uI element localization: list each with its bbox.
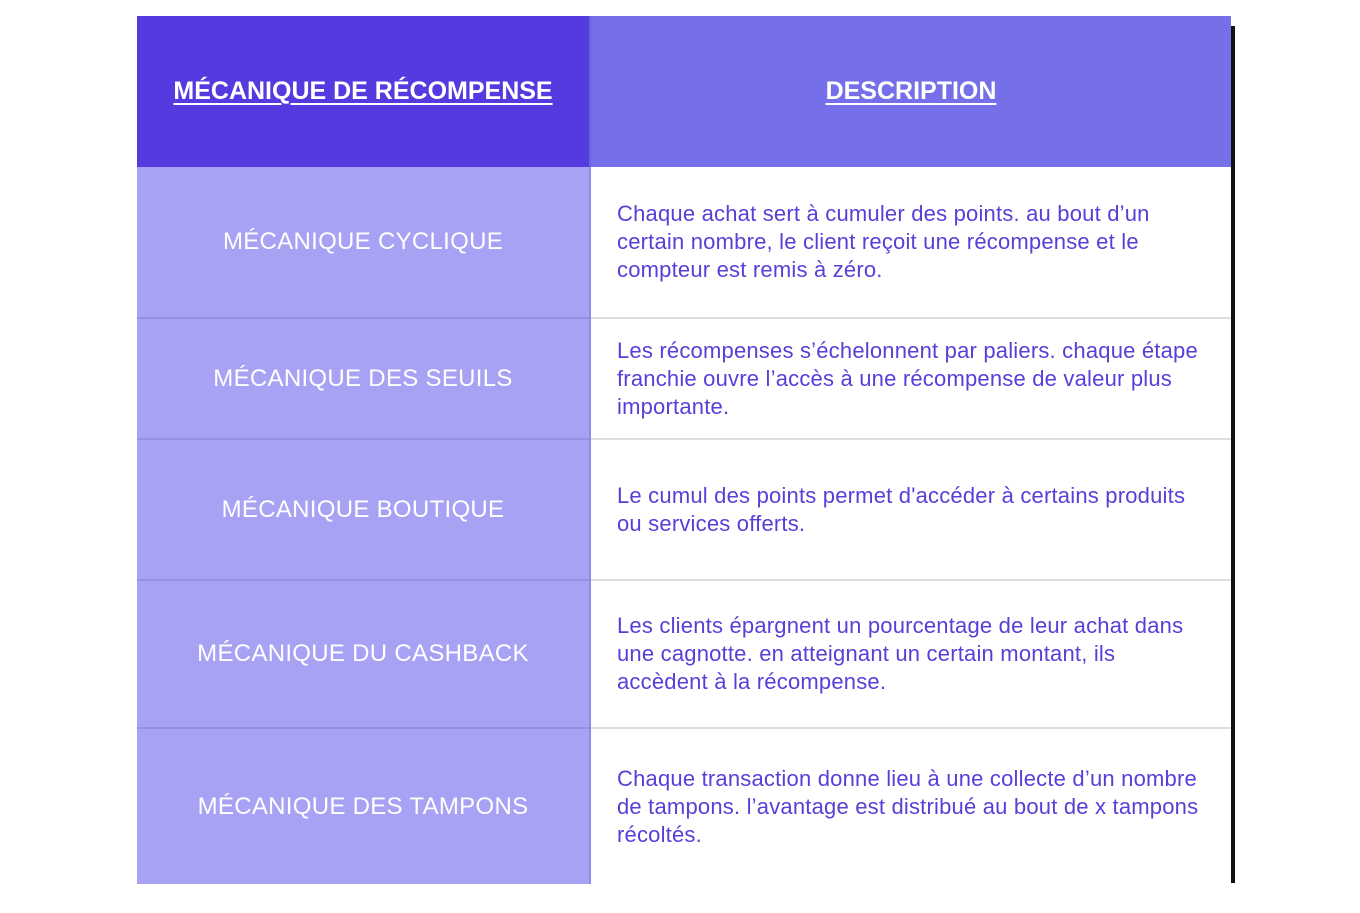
mechanic-cell: MÉCANIQUE CYCLIQUE [137,167,590,318]
header-mechanic [137,16,590,167]
description-cell: Les clients épargnent un pourcentage de leur achat dans une cagnotte. en atteignant un certain montant, ils accèdent à la récompense. [590,580,1231,728]
header-description [590,16,1231,167]
table-row [137,580,1231,728]
mechanic-cell: MÉCANIQUE DES SEUILS [137,318,590,439]
header-mechanic-label: MÉCANIQUE DE RÉCOMPENSE [173,77,553,105]
table-shadow-edge [1231,26,1235,883]
table-row [137,318,1231,439]
reward-mechanics-table [137,16,1231,883]
mechanic-cell: MÉCANIQUE DU CASHBACK [137,580,590,728]
mechanic-cell: MÉCANIQUE BOUTIQUE [137,439,590,580]
description-cell: Les récompenses s’échelonnent par paliers. chaque étape franchie ouvre l’accès à une récompense de valeur plus importante. [590,318,1231,439]
mechanic-cell: MÉCANIQUE DES TAMPONS [137,728,590,884]
header-description-label: DESCRIPTION [825,77,997,105]
description-cell: Chaque achat sert à cumuler des points. au bout d’un certain nombre, le client reçoit une récompense et le compteur est remis à zéro. [590,167,1231,318]
table-header-row [137,16,1231,167]
description-cell: Chaque transaction donne lieu à une collecte d’un nombre de tampons. l’avantage est distribué au bout de x tampons récoltés. [590,728,1231,884]
table-row [137,439,1231,580]
description-cell: Le cumul des points permet d'accéder à certains produits ou services offerts. [590,439,1231,580]
table-row [137,728,1231,884]
table-row [137,167,1231,318]
